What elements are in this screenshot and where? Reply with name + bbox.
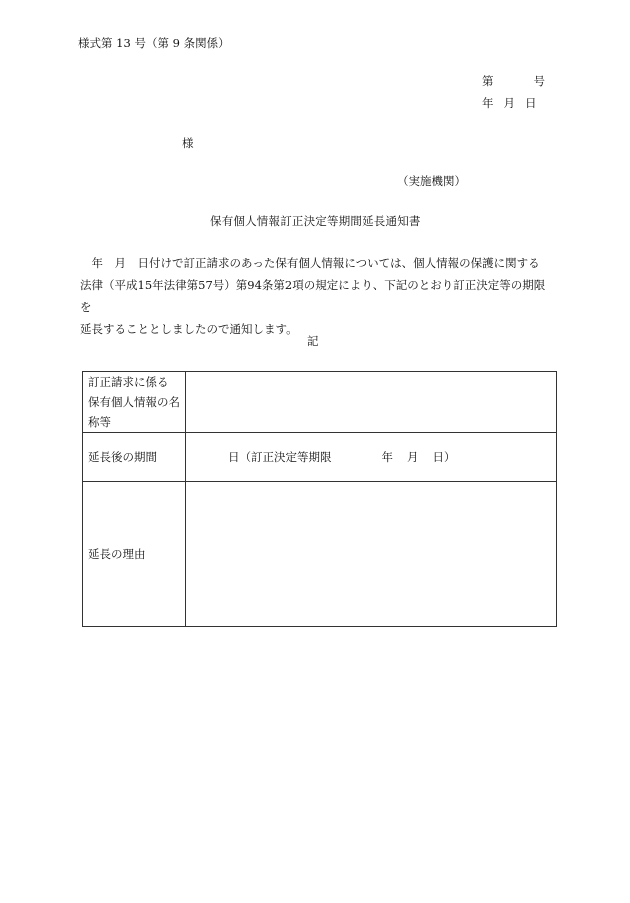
table-row — [83, 372, 557, 433]
date-month: 月 — [503, 96, 515, 110]
ki-heading: 記 — [307, 334, 319, 348]
agency-label: （実施機関） — [397, 174, 466, 188]
body-line-2: 法律（平成15年法律第57号）第94条第2項の規定により、下記のとおり訂正決定等の期限を — [80, 278, 546, 314]
addressee-honorific: 様 — [182, 136, 194, 150]
label-line: 称等 — [88, 415, 111, 429]
period-year: 年 — [381, 450, 393, 464]
period-day-close: 日） — [432, 450, 456, 464]
body-line-3: 延長することとしましたので通知します。 — [80, 322, 298, 336]
form-number: 様式第 13 号（第 9 条関係） — [78, 36, 230, 50]
details-table — [82, 371, 557, 627]
body-line-1: 年 月 日付けで訂正請求のあった保有個人情報については、個人情報の保護に関する — [80, 256, 540, 270]
row-label-info-name — [83, 372, 186, 433]
date-year: 年 — [482, 96, 494, 110]
document-title: 保有個人情報訂正決定等期間延長通知書 — [210, 214, 421, 228]
info-name-value-cell[interactable] — [186, 372, 557, 433]
table-row — [83, 482, 557, 627]
body-text — [80, 252, 556, 340]
date-day: 日 — [525, 96, 537, 110]
label-line: 保有個人情報の名 — [88, 395, 180, 409]
row-label-extension-reason: 延長の理由 — [83, 482, 186, 627]
document-number-line — [482, 73, 545, 89]
period-day: 日 — [228, 450, 240, 464]
table-row — [83, 433, 557, 482]
row-label-extended-period: 延長後の期間 — [83, 433, 186, 482]
extended-period-value-cell[interactable] — [186, 433, 557, 482]
period-month: 月 — [407, 450, 419, 464]
number-suffix: 号 — [533, 74, 545, 88]
extension-reason-value-cell[interactable] — [186, 482, 557, 627]
date-line — [482, 95, 537, 111]
number-prefix: 第 — [482, 74, 494, 88]
period-deadline-open: （訂正決定等期限 — [239, 450, 332, 464]
label-line: 訂正請求に係る — [88, 375, 169, 389]
